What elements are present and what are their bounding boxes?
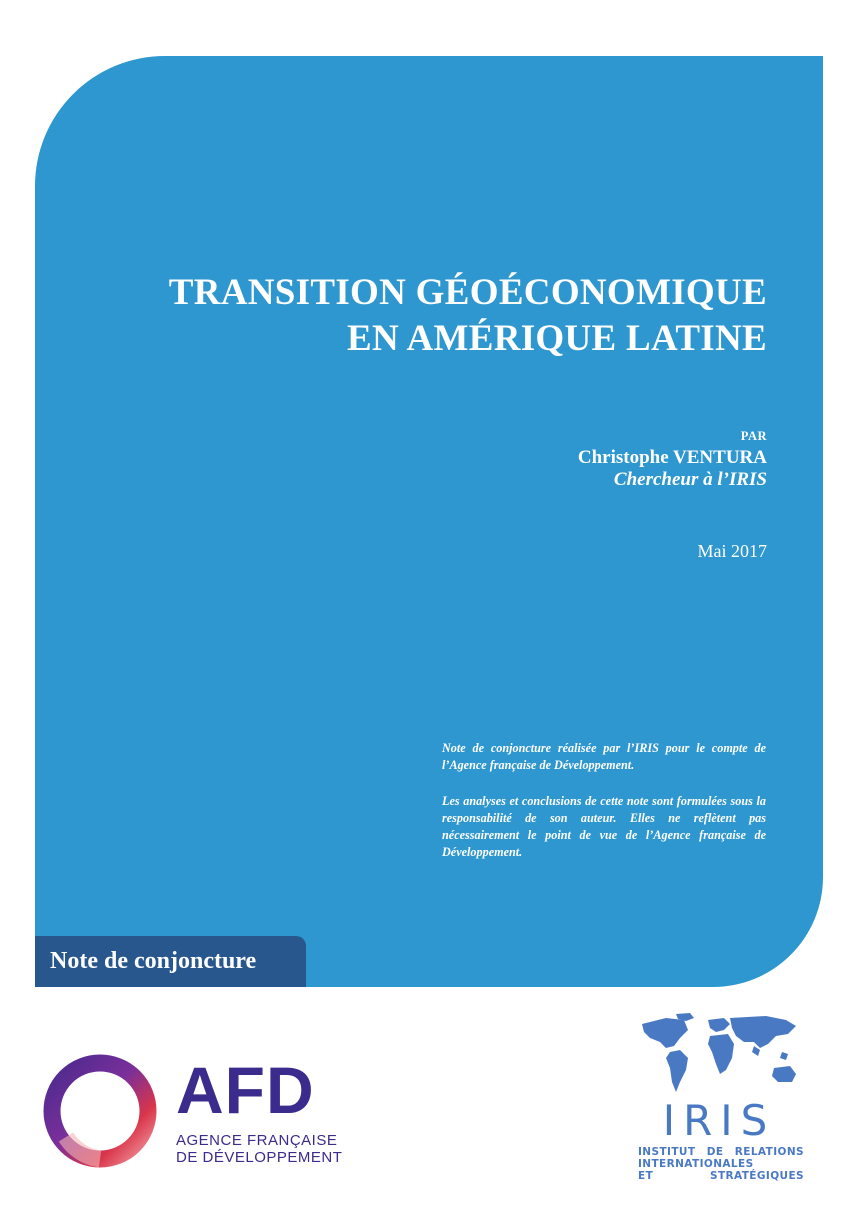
afd-ring-icon (36, 1049, 166, 1174)
byline-par: PAR (740, 429, 767, 443)
series-tag (35, 936, 306, 987)
note-paragraph-1: Note de conjoncture réalisée par l’IRIS pour le compte de l’Agence française de Développement. (442, 741, 766, 772)
afd-subtitle-line-2: DE DÉVELOPPEMENT (176, 1149, 343, 1166)
series-tag-label: Note de conjoncture (50, 948, 257, 974)
title-line-1: TRANSITION GÉOÉCONOMIQUE (168, 272, 767, 313)
iris-subtitle-line-1: INSTITUT DE RELATIONS (638, 1146, 804, 1158)
document-title (127, 270, 767, 362)
iris-subtitle-line-3: ET STRATÉGIQUES (638, 1170, 804, 1182)
publication-date: Mai 2017 (697, 541, 767, 561)
iris-logo (636, 1012, 806, 1182)
title-line-2: EN AMÉRIQUE LATINE (346, 318, 767, 359)
note-paragraph-2: Les analyses et conclusions de cette note sont formulées sous la responsabilité de son auteur. Elles ne reflètent pas nécessairement le point de vue de l’Agence française de Développement. (442, 794, 766, 859)
afd-logo (36, 1049, 343, 1174)
author-affiliation: Chercheur à l’IRIS (613, 469, 767, 490)
afd-letters: AFD (176, 1053, 315, 1127)
iris-name: IRIS (662, 1096, 776, 1145)
author-name: Christophe VENTURA (577, 447, 767, 468)
afd-subtitle-line-1: AGENCE FRANÇAISE (176, 1132, 338, 1149)
world-map-icon (636, 1012, 802, 1102)
iris-subtitle-line-2: INTERNATIONALES (638, 1158, 754, 1170)
